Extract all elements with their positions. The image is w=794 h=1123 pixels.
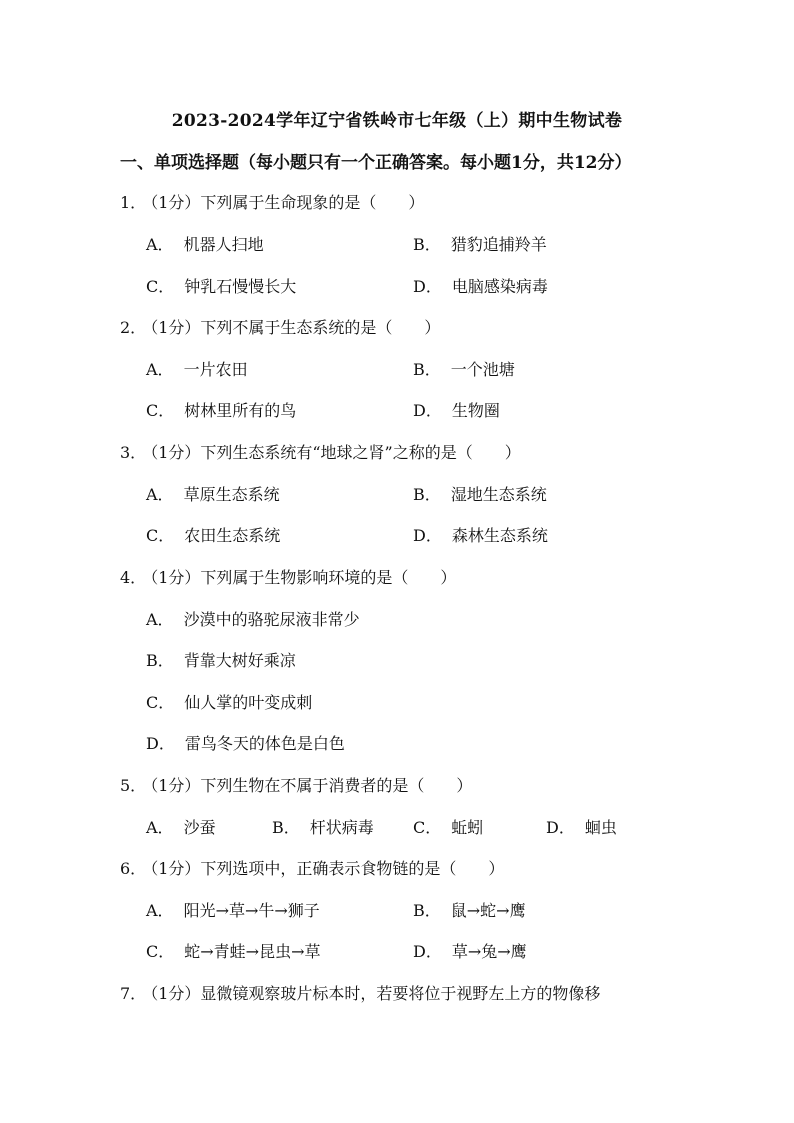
option-3d	[413, 523, 548, 546]
question-number: 3．	[120, 443, 147, 462]
option-text: 雷鸟冬天的体色是白色	[184, 734, 345, 753]
option-2a	[146, 357, 248, 380]
option-5c	[413, 815, 483, 838]
option-letter: A．	[146, 818, 174, 837]
option-letter: B．	[272, 818, 300, 837]
option-text: 蛇→青蛙→昆虫→草	[184, 942, 321, 961]
question-3	[120, 440, 521, 463]
option-text: 生物圈	[451, 401, 500, 420]
option-1a	[146, 232, 264, 255]
option-letter: C．	[146, 942, 175, 961]
question-7	[120, 981, 600, 1004]
option-letter: D．	[413, 526, 442, 545]
option-letter: D．	[146, 734, 175, 753]
option-letter: C．	[146, 401, 175, 420]
option-6a	[146, 898, 320, 921]
option-2c	[146, 398, 296, 421]
question-number: 7．	[120, 984, 147, 1003]
option-text: 猎豹追捕羚羊	[450, 235, 547, 254]
section-heading: 一、单项选择题（每小题只有一个正确答案。每小题1分，共12分）	[120, 153, 632, 173]
option-1b	[413, 232, 547, 255]
option-4a	[146, 607, 360, 630]
option-text: 杆状病毒	[309, 818, 374, 837]
option-text: 钟乳石慢慢长大	[184, 277, 297, 296]
option-letter: D．	[413, 401, 442, 420]
option-text: 沙漠中的骆驼尿液非常少	[183, 610, 360, 629]
option-letter: B．	[413, 485, 441, 504]
question-number: 2．	[120, 318, 147, 337]
question-number: 4．	[120, 568, 147, 587]
option-letter: D．	[413, 277, 442, 296]
question-2	[120, 315, 440, 338]
option-6d	[413, 939, 527, 962]
option-5a	[146, 815, 216, 838]
option-1d	[413, 274, 548, 297]
option-letter: C．	[146, 277, 175, 296]
option-letter: B．	[146, 651, 174, 670]
option-text: 阳光→草→牛→狮子	[183, 901, 320, 920]
option-5b	[272, 815, 374, 838]
option-letter: A．	[146, 901, 174, 920]
option-letter: B．	[413, 360, 441, 379]
option-text: 鼠→蛇→鹰	[450, 901, 526, 920]
option-letter: C．	[146, 526, 175, 545]
option-letter: D．	[546, 818, 575, 837]
option-text: 树林里所有的鸟	[184, 401, 297, 420]
question-text: （1分）下列生态系统有“地球之肾”之称的是（ ）	[150, 443, 521, 462]
question-text: （1分）下列属于生物影响环境的是（ ）	[150, 568, 457, 587]
option-letter: B．	[413, 235, 441, 254]
option-letter: B．	[413, 901, 441, 920]
option-3b	[413, 482, 547, 505]
question-text: （1分）下列不属于生态系统的是（ ）	[150, 318, 441, 337]
question-4	[120, 565, 456, 588]
option-text: 湿地生态系统	[450, 485, 547, 504]
question-text: （1分）下列属于生命现象的是（ ）	[150, 193, 425, 212]
question-text: （1分）下列生物在不属于消费者的是（ ）	[150, 776, 473, 795]
option-4d	[146, 731, 345, 754]
option-letter: C．	[146, 693, 175, 712]
question-number: 1．	[120, 193, 147, 212]
option-text: 森林生态系统	[451, 526, 548, 545]
question-6	[120, 856, 504, 879]
option-2d	[413, 398, 500, 421]
question-5	[120, 773, 472, 796]
option-text: 一片农田	[183, 360, 248, 379]
option-5d	[546, 815, 617, 838]
option-text: 机器人扫地	[183, 235, 264, 254]
option-letter: A．	[146, 485, 174, 504]
question-number: 6．	[120, 859, 147, 878]
option-text: 电脑感染病毒	[451, 277, 548, 296]
option-letter: D．	[413, 942, 442, 961]
option-letter: A．	[146, 235, 174, 254]
option-letter: C．	[413, 818, 442, 837]
option-text: 草原生态系统	[183, 485, 280, 504]
exam-title: 2023-2024学年辽宁省铁岭市七年级（上）期中生物试卷	[171, 111, 623, 131]
option-3c	[146, 523, 280, 546]
option-text: 仙人掌的叶变成刺	[184, 693, 313, 712]
option-3a	[146, 482, 280, 505]
option-6c	[146, 939, 320, 962]
option-text: 背靠大树好乘凉	[183, 651, 296, 670]
question-text: （1分）显微镜观察玻片标本时，若要将位于视野左上方的物像移	[150, 984, 601, 1003]
question-number: 5．	[120, 776, 147, 795]
option-2b	[413, 357, 515, 380]
option-text: 沙蚕	[183, 818, 216, 837]
option-4c	[146, 690, 312, 713]
option-4b	[146, 648, 296, 671]
option-text: 蛔虫	[584, 818, 617, 837]
option-6b	[413, 898, 526, 921]
question-text: （1分）下列选项中，正确表示食物链的是（ ）	[150, 859, 505, 878]
question-1	[120, 190, 424, 213]
option-text: 一个池塘	[450, 360, 515, 379]
option-text: 蚯蚓	[451, 818, 484, 837]
option-text: 草→兔→鹰	[451, 942, 527, 961]
option-letter: A．	[146, 610, 174, 629]
option-text: 农田生态系统	[184, 526, 281, 545]
option-letter: A．	[146, 360, 174, 379]
option-1c	[146, 274, 296, 297]
